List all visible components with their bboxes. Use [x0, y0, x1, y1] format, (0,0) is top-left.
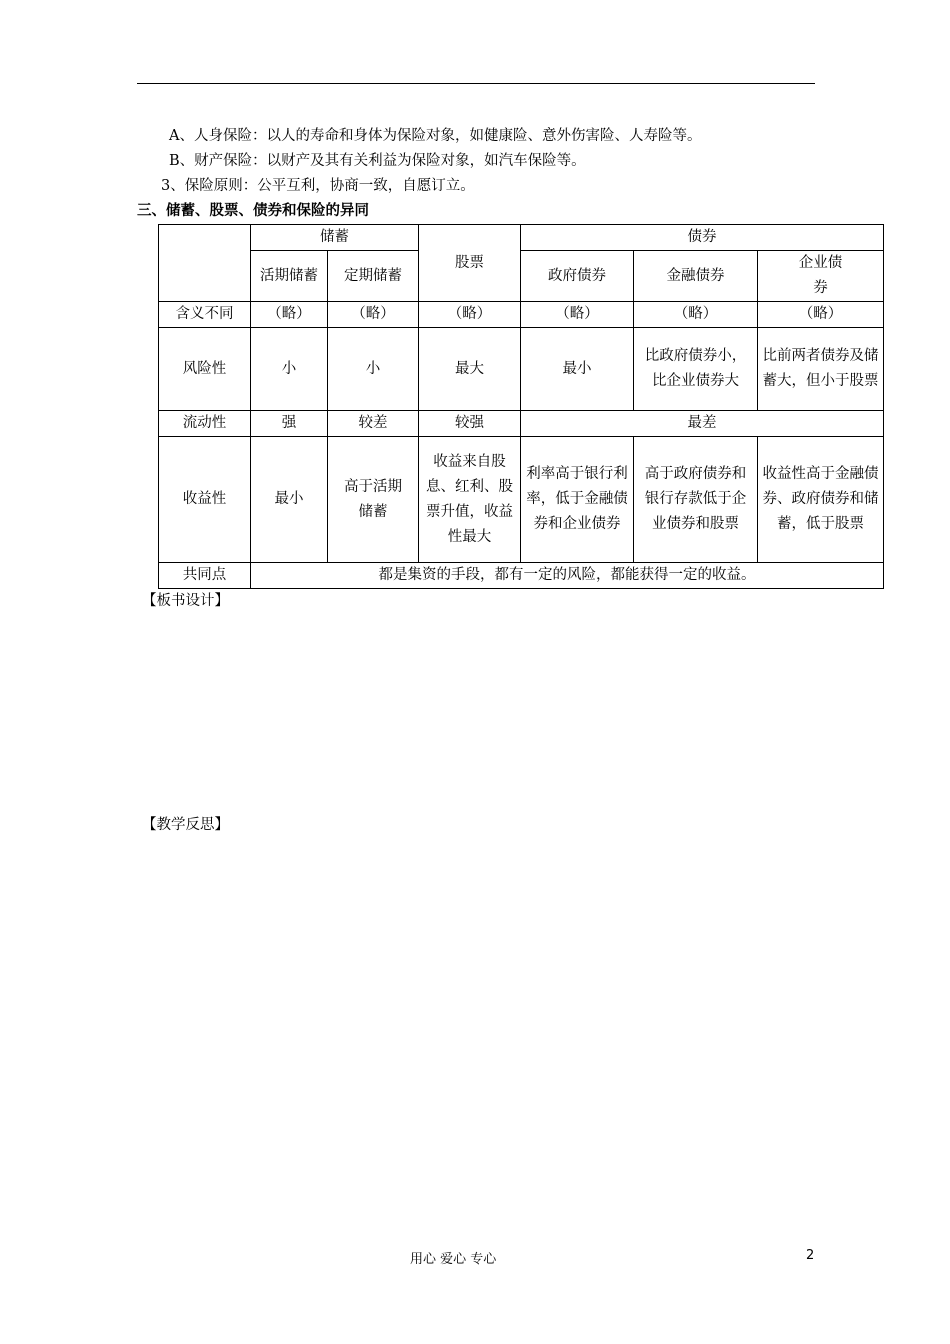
cell-meaning-fin: （略） — [634, 302, 758, 328]
cell-liquidity-stock: 较强 — [419, 411, 521, 437]
cell-common-text: 都是集资的手段，都有一定的风险，都能获得一定的收益。 — [251, 563, 884, 589]
header-demand-savings: 活期储蓄 — [251, 251, 328, 302]
header-bond: 债券 — [521, 225, 884, 251]
cell-meaning-demand: （略） — [251, 302, 328, 328]
cell-return-corp: 收益性高于金融债券、政府债券和储蓄，低于股票 — [758, 437, 884, 563]
paragraph-personal-insurance: A、人身保险：以人的寿命和身体为保险对象，如健康险、意外伤害险、人寿险等。 — [169, 128, 702, 144]
header-stock: 股票 — [419, 225, 521, 302]
cell-risk-demand: 小 — [251, 328, 328, 411]
row-label-risk: 风险性 — [159, 328, 251, 411]
cell-liquidity-demand: 强 — [251, 411, 328, 437]
table-row-return — [159, 437, 884, 563]
cell-meaning-fixed: （略） — [328, 302, 419, 328]
table-row-risk — [159, 328, 884, 411]
table-subheader-row — [159, 251, 884, 302]
row-label-common: 共同点 — [159, 563, 251, 589]
paragraph-insurance-principle: 3、保险原则：公平互利，协商一致，自愿订立。 — [161, 178, 475, 194]
cell-risk-corp: 比前两者债券及储蓄大，但小于股票 — [758, 328, 884, 411]
cell-risk-fixed: 小 — [328, 328, 419, 411]
cell-return-stock: 收益来自股息、红利、股票升值，收益性最大 — [419, 437, 521, 563]
section-board-design: 【板书设计】 — [142, 593, 229, 609]
cell-liquidity-fixed: 较差 — [328, 411, 419, 437]
header-rule — [137, 83, 815, 84]
cell-risk-fin: 比政府债券小，比企业债券大 — [634, 328, 758, 411]
page-number: 2 — [806, 1248, 815, 1263]
cell-return-demand: 最小 — [251, 437, 328, 563]
header-corp-bond: 企业债券 — [758, 251, 884, 302]
section-heading: 三、储蓄、股票、债券和保险的异同 — [137, 203, 369, 219]
comparison-table — [158, 224, 884, 589]
cell-return-fin: 高于政府债券和银行存款低于企业债券和股票 — [634, 437, 758, 563]
cell-meaning-gov: （略） — [521, 302, 634, 328]
row-label-liquidity: 流动性 — [159, 411, 251, 437]
cell-liquidity-bond: 最差 — [521, 411, 884, 437]
cell-risk-gov: 最小 — [521, 328, 634, 411]
cell-return-gov: 利率高于银行利率，低于金融债券和企业债券 — [521, 437, 634, 563]
corner-cell — [159, 225, 251, 302]
cell-meaning-stock: （略） — [419, 302, 521, 328]
header-savings: 储蓄 — [251, 225, 419, 251]
cell-meaning-corp: （略） — [758, 302, 884, 328]
paragraph-property-insurance: B、财产保险：以财产及其有关利益为保险对象，如汽车保险等。 — [169, 153, 586, 169]
row-label-return: 收益性 — [159, 437, 251, 563]
footer-motto: 用心 爱心 专心 — [410, 1252, 497, 1267]
section-teaching-reflection: 【教学反思】 — [142, 817, 229, 833]
table-row-common — [159, 563, 884, 589]
header-fin-bond: 金融债券 — [634, 251, 758, 302]
table-row-meaning — [159, 302, 884, 328]
cell-risk-stock: 最大 — [419, 328, 521, 411]
table-row-liquidity — [159, 411, 884, 437]
header-fixed-savings: 定期储蓄 — [328, 251, 419, 302]
row-label-meaning: 含义不同 — [159, 302, 251, 328]
table-header-row — [159, 225, 884, 251]
cell-return-fixed: 高于活期储蓄 — [328, 437, 419, 563]
header-gov-bond: 政府债券 — [521, 251, 634, 302]
